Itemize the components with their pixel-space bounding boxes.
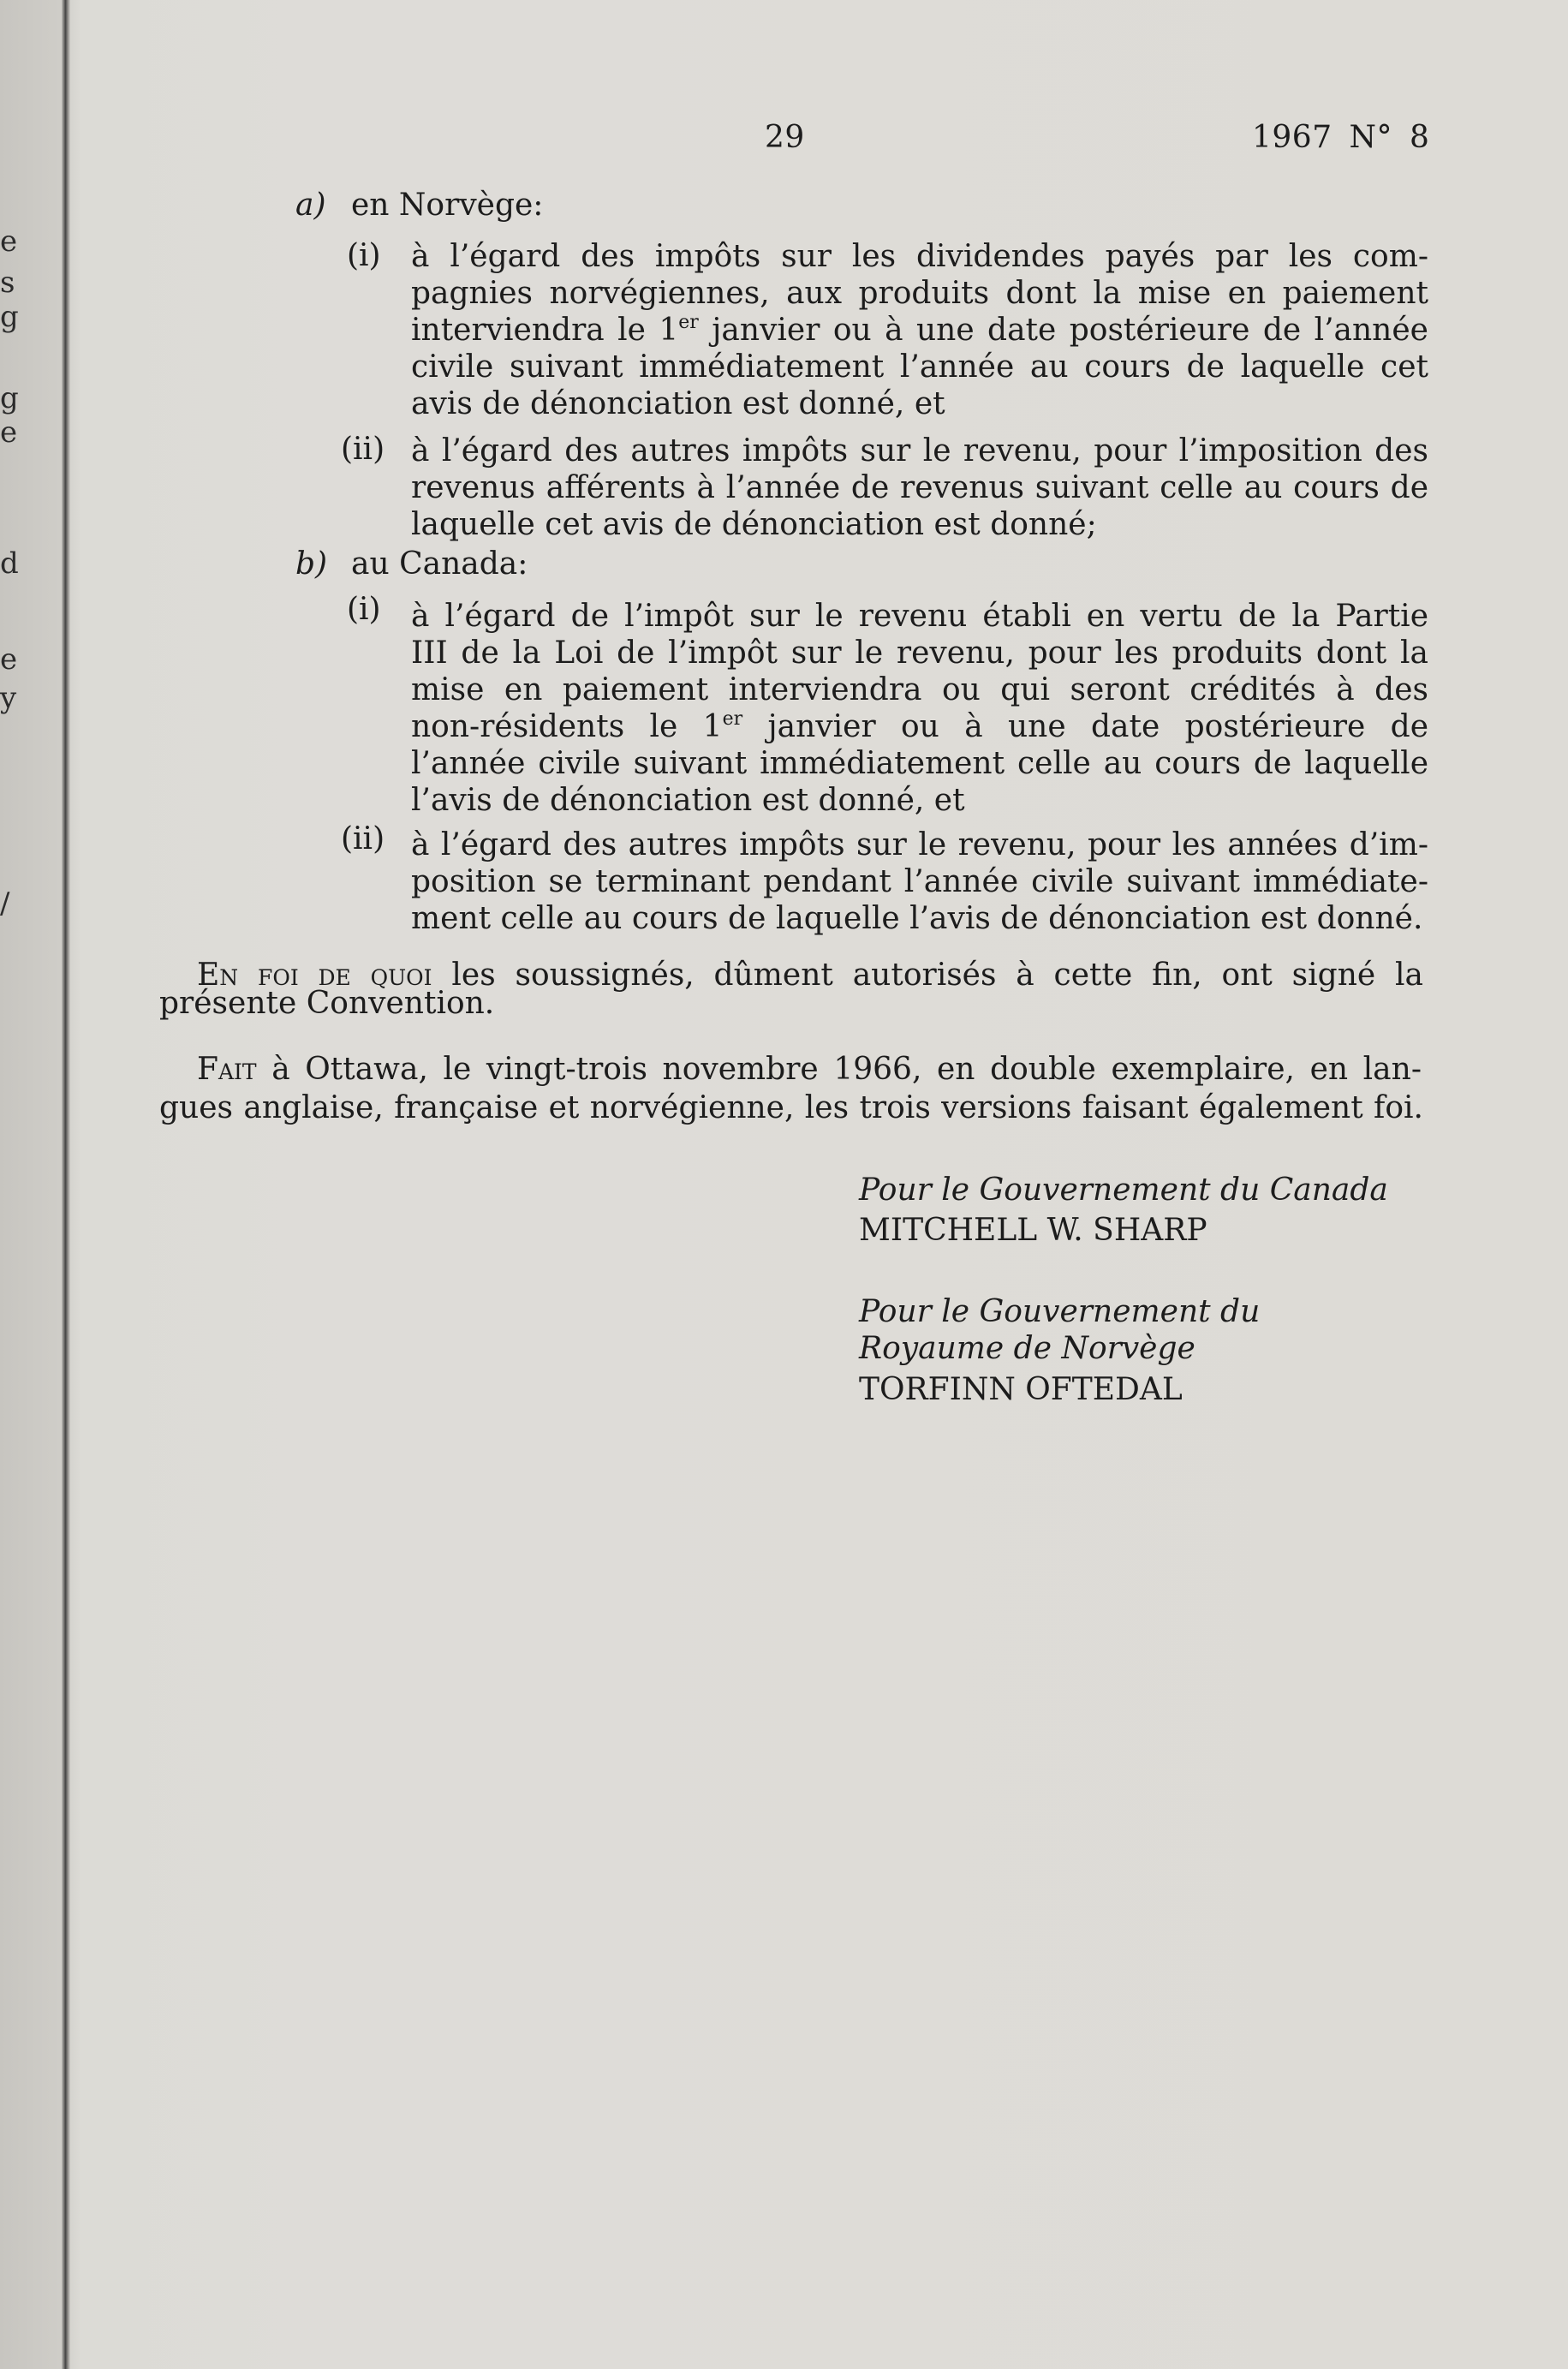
section-a-item-ii-line: à l’égard des autres impôts sur le revenu, pour l’imposition des	[411, 433, 1428, 468]
section-b-item-i-label: (i)	[347, 592, 381, 627]
witness-lead: En foi de quoi	[197, 958, 432, 993]
book-spine-shadow	[62, 0, 70, 2369]
witness-rest: les soussignés, dûment autorisés à cette fin, ont signé la	[432, 958, 1424, 993]
margin-letter: /	[0, 886, 10, 921]
signature-name-canada: MITCHELL W. SHARP	[859, 1213, 1207, 1248]
section-b-item-i-line: l’avis de dénonciation est donné, et	[411, 783, 965, 818]
section-a-item-ii-line: laquelle cet avis de dénonciation est donné;	[411, 507, 1097, 542]
margin-letter: s	[0, 266, 15, 300]
done-at-rest: à Ottawa, le vingt-trois novembre 1966, en double exemplaire, en lan-	[256, 1052, 1422, 1087]
done-at-line: gues anglaise, française et norvégienne, les trois versions faisant également foi.	[159, 1090, 1423, 1125]
signature-for-canada: Pour le Gouvernement du Canada	[859, 1173, 1388, 1208]
section-b-item-i-line: l’année civile suivant immédiatement celle au cours de laquelle	[411, 746, 1428, 781]
facing-page-margin-letters	[0, 0, 26, 2369]
signature-name-norway: TORFINN OFTEDAL	[859, 1372, 1183, 1407]
section-a-item-i-line: à l’égard des impôts sur les dividendes payés par les com-	[411, 239, 1428, 274]
margin-letter: g	[0, 300, 19, 334]
section-a-item-ii-line: revenus afférents à l’année de revenus suivant celle au cours de	[411, 470, 1428, 505]
section-b-heading: au Canada:	[351, 546, 528, 582]
section-a-item-i-line: pagnies norvégiennes, aux produits dont la mise en paiement	[411, 276, 1428, 311]
section-a-item-ii-label: (ii)	[341, 432, 385, 467]
done-at-line	[197, 1051, 1422, 1088]
page-number: 29	[765, 120, 805, 155]
margin-letter: d	[0, 546, 19, 581]
section-a-item-i-line: interviendra le 1er janvier ou à une date postérieure de l’année	[411, 312, 1428, 348]
section-b-item-i-line: III de la Loi de l’impôt sur le revenu, pour les produits dont la	[411, 636, 1428, 671]
gazette-number: 1967 N° 8	[1252, 120, 1430, 155]
section-a-label: a)	[295, 188, 326, 223]
witness-clause-line: présente Convention.	[159, 986, 495, 1021]
section-b-item-ii-line: position se terminant pendant l’année civile suivant immédiate-	[411, 864, 1428, 899]
section-a-item-i-line: civile suivant immédiatement l’année au cours de laquelle cet	[411, 349, 1428, 385]
margin-letter: e	[0, 642, 18, 677]
section-b-item-ii-line: à l’égard des autres impôts sur le revenu, pour les années d’im-	[411, 827, 1428, 862]
section-a-heading: en Norvège:	[351, 188, 544, 223]
section-b-item-i-line: à l’égard de l’impôt sur le revenu établi en vertu de la Partie	[411, 599, 1428, 634]
section-b-item-ii-label: (ii)	[341, 821, 385, 856]
margin-letter: g	[0, 381, 19, 415]
margin-letter: y	[0, 681, 17, 715]
margin-letter: e	[0, 415, 18, 450]
signature-for-norway: Royaume de Norvège	[859, 1331, 1195, 1366]
section-b-item-i-line: mise en paiement interviendra ou qui seront crédités à des	[411, 672, 1428, 707]
section-a-item-i-label: (i)	[347, 238, 381, 273]
section-a-item-i-line: avis de dénonciation est donné, et	[411, 386, 945, 421]
section-b-label: b)	[295, 546, 328, 582]
section-b-item-ii-line: ment celle au cours de laquelle l’avis de dénonciation est donné.	[411, 901, 1423, 936]
margin-letter: e	[0, 224, 18, 259]
signature-for-norway: Pour le Gouvernement du	[859, 1294, 1261, 1329]
done-at-lead: Fait	[197, 1052, 257, 1087]
section-b-item-i-line: non-résidents le 1er janvier ou à une date postérieure de	[411, 708, 1428, 744]
